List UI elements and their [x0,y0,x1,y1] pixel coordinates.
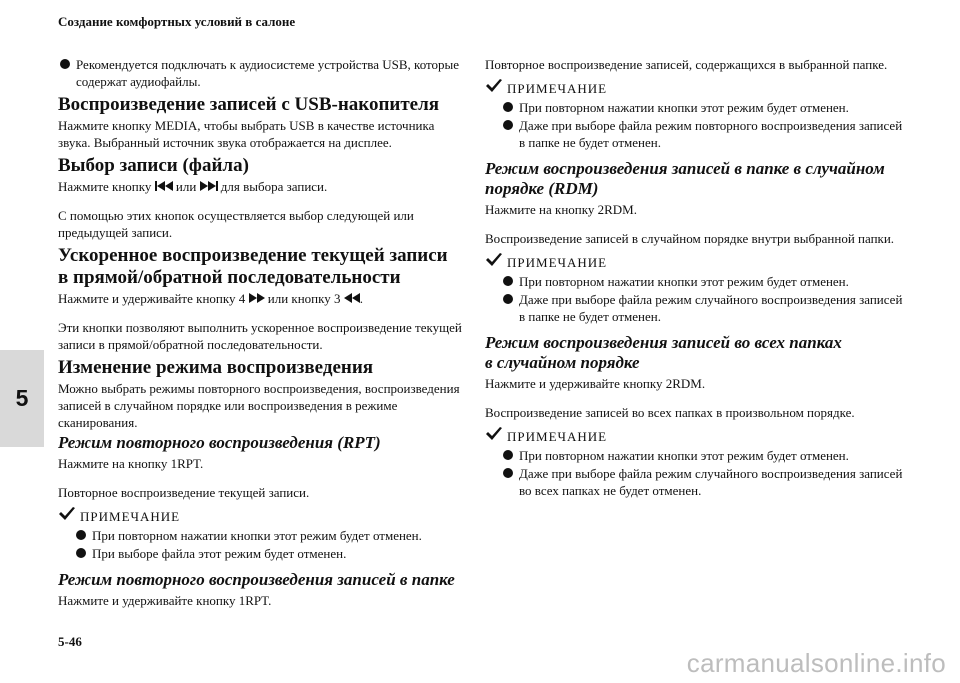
note-bullet: Даже при выборе файла режим повторного воспроизведения записей в папке не будет отменен. [501,117,910,151]
rpt-folder-text: Нажмите и удерживайте кнопку 1RPT. [58,593,272,608]
rewind-icon [344,293,360,303]
bullet-icon [503,450,513,460]
chapter-number: 5 [15,385,29,411]
page-header: Создание комфортных условий в салоне [58,14,296,29]
note-pencil-icon [58,506,76,524]
heading-rdm-mode: Режим воспроизведения записей в папке в случайном порядке (RDM) [485,159,885,198]
rdm-all-text2: Воспроизведение записей во всех папках в произвольном порядке. [485,405,855,420]
rdm-text2: Воспроизведение записей в случайном порядке внутри выбранной папки. [485,231,895,246]
note-pencil-icon [485,78,503,96]
bullet-icon [503,102,513,112]
track-select-text: Нажмите кнопку или для выбора записи. [58,179,328,194]
rpt-text: Нажмите на кнопку 1RPT. [58,456,204,471]
intro-bullet: Рекомендуется подключать к аудиосистеме устройства USB, которые содержат аудиофайлы. [58,56,463,90]
note-title: ПРИМЕЧАНИЕ [507,429,608,444]
rdm-all-text: Нажмите и удерживайте кнопку 2RDM. [485,376,706,391]
note-bullet: При повторном нажатии кнопки этот режим будет отменен. [501,447,910,464]
note-bullet: Даже при выборе файла режим случайного воспроизведения записей во всех папках не будет отменен. [501,465,910,499]
fast-forward-text: Нажмите и удерживайте кнопку 4 или кнопку 3 . [58,291,364,306]
note-title: ПРИМЕЧАНИЕ [507,81,608,96]
fast-forward-icon [249,293,265,303]
next-track-icon [200,181,218,191]
note-title: ПРИМЕЧАНИЕ [507,255,608,270]
note-bullet: При повторном нажатии кнопки этот режим будет отменен. [501,99,910,116]
note-rpt [58,509,463,562]
rpt-folder-continued: Повторное воспроизведение записей, содержащихся в выбранной папке. [485,57,888,72]
heading-track-select: Выбор записи (файла) [58,155,249,176]
track-select-text2: С помощью этих кнопок осуществляется выбор следующей или предыдущей записи. [58,208,414,240]
heading-fast-forward: Ускоренное воспроизведение текущей записи в прямой/обратной последовательности [58,245,448,288]
note-bullet: При выборе файла этот режим будет отменен. [74,545,463,562]
note-rdm [485,255,910,325]
playback-mode-text: Можно выбрать режимы повторного воспроизведения, воспроизведения записей в случайном порядке или воспроизведения в режиме сканирования. [58,381,460,430]
rdm-text: Нажмите на кнопку 2RDM. [485,202,637,217]
heading-rpt-mode: Режим повторного воспроизведения (RPT) [58,433,381,452]
left-column [58,56,463,609]
watermark: carmanualsonline.info [686,648,946,678]
right-column [485,56,910,507]
heading-playback-mode: Изменение режима воспроизведения [58,357,374,378]
note-rpt-folder [485,81,910,151]
bullet-icon [76,548,86,558]
bullet-icon [76,530,86,540]
heading-rdm-all: Режим воспроизведения записей во всех папках в случайном порядке [485,333,842,372]
bullet-icon [503,120,513,130]
note-pencil-icon [485,426,503,444]
note-bullet: При повторном нажатии кнопки этот режим будет отменен. [74,527,463,544]
heading-usb-playback: Воспроизведение записей с USB-накопителя [58,94,440,115]
note-rdm-all [485,429,910,499]
bullet-icon [503,294,513,304]
page-number: 5-46 [58,634,82,649]
note-pencil-icon [485,252,503,270]
fast-forward-text2: Эти кнопки позволяют выполнить ускоренное воспроизведение текущей записи в прямой/обратной последовательности. [58,320,462,352]
heading-rpt-folder: Режим повторного воспроизведения записей в папке [58,570,455,589]
note-bullet: При повторном нажатии кнопки этот режим будет отменен. [501,273,910,290]
prev-track-icon [155,181,173,191]
note-bullet: Даже при выборе файла режим случайного воспроизведения записей в папке не будет отменен. [501,291,910,325]
bullet-icon [503,276,513,286]
usb-playback-text: Нажмите кнопку MEDIA, чтобы выбрать USB в качестве источника звука. Выбранный источник звука отображается на дисплее. [58,118,435,150]
bullet-icon [503,468,513,478]
note-title: ПРИМЕЧАНИЕ [80,509,181,524]
chapter-tab [0,350,44,447]
rpt-text2: Повторное воспроизведение текущей записи. [58,485,310,500]
bullet-icon [60,59,70,69]
